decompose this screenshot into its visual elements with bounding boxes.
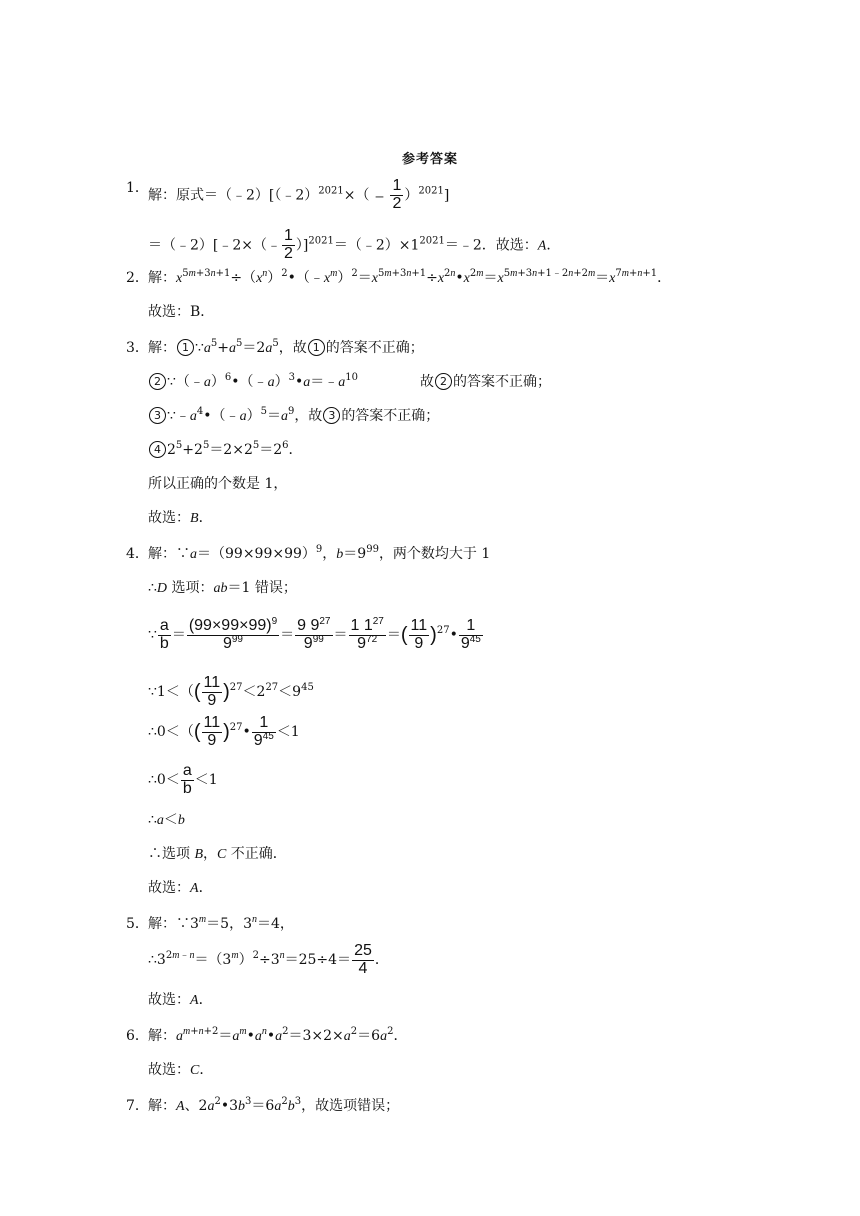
q2-line-1: 解：$x^{5m+3n+1}\div(x^n)^2•(﹣x^m)^2=x^{5m+3n+1}\div x^{2n}•x^{2m}=x^{5m+3n+1﹣2n+2m}=x^{7m+n+1}$． (148, 268, 672, 286)
q6-line-1: 解：$a^{m+n+2}=a^m•a^n•a^2=3\times 2\times a^2=6a^2$． (148, 1026, 408, 1044)
q5-line-2: $\therefore 3^{2m﹣n}=(3^m)^2\div 3^n=25\div 4=$ $\frac{25}{4}$ ． (148, 941, 389, 977)
q3-line-4: 4 $2^5+2^5=2\times 2^5=2^6$． (148, 440, 303, 460)
q5-line-1: 解：$\because 3^m=5$，$3^n=4$， (148, 914, 294, 932)
q4-line-1: 解：$\because a=(99\times 99\times 99)^9$，$b=9^{99}$，两个数均大于 1 (148, 544, 491, 562)
page-title: 参考答案 (401, 152, 458, 167)
q1-number: 1． (126, 180, 149, 196)
q4-line-8: ∴选项 B，C 不正确． (148, 846, 287, 862)
q7-line-1: 解：A、$2a^2•3b^3=6a^2b^3$，故选项错误； (148, 1096, 400, 1114)
q5-answer: 故选：A． (148, 992, 213, 1008)
q3-line-3: 3 $\because﹣a^4•(﹣a)^5=a^9$，故 3 的答案不正确； (148, 406, 439, 427)
q3-number: 3． (126, 340, 149, 356)
q3-line-5: 所以正确的个数是 1， (148, 476, 288, 492)
q1-line-1: 解：原式＝（﹣2）[（﹣2）$^{2021}$×（﹣ $\frac{1}{2}$ ）$^{2021}$] (148, 177, 450, 212)
q4-line-4: ∵1＜（( $\frac{11}{9}$ )$^{27}<2^{27}<9^{45}$ (148, 673, 314, 709)
circled-1: 1 (177, 339, 194, 356)
q4-line-3: ∵ $\frac{a}{b}$ ＝ $\frac{(99\times 99\times 99)^9}{9^{99}}$ ＝ $\frac{9 9^{27}}{9^{99}}$ ＝ $\frac{1 1^{27}}{9^{72}}$ ＝( $\frac{11}{9}$ )$^{27}$• $\frac{1}{9^{45}}$ (148, 615, 481, 652)
q3-line-1: 解： 1 $\because a^5+a^5=2a^5$，故 1 的答案不正确； (148, 338, 424, 356)
q5-number: 5． (126, 916, 149, 932)
q2-answer: 故选：B． (148, 304, 215, 320)
q4-line-6: ∴0＜ $\frac{a}{b}$ ＜1 (148, 761, 218, 797)
q3-line-2-end: 故 2 的答案不正确； (420, 374, 551, 390)
circled-4: 4 (149, 441, 166, 458)
q7-number: 7． (126, 1098, 149, 1114)
q4-line-5: ∴0＜（( $\frac{11}{9}$ )$^{27}$• $\frac{1}{9^{45}}$ ＜1 (148, 713, 300, 749)
circled-3: 3 (149, 407, 166, 424)
q1-line2-fraction: $\frac{1}{2}$ (284, 227, 293, 262)
q4-answer: 故选：A． (148, 880, 213, 896)
q1-fraction-half: $\frac{1}{2}$ (392, 177, 402, 212)
q3-line-2: 2 $\because(﹣a)^6•(﹣a)^3•a=﹣a^{10}$ (148, 372, 358, 393)
q2-number: 2． (126, 270, 149, 286)
q4-line-2: ∴D 选项：ab＝1 错误； (148, 580, 297, 596)
q3-answer: 故选：B． (148, 510, 213, 526)
circled-2: 2 (149, 373, 166, 390)
q4-line-7: ∴a＜b (148, 812, 185, 828)
q6-number: 6． (126, 1028, 149, 1044)
q1-line-2: ＝（﹣2）[﹣2×（﹣ $\frac{1}{2}$ ）]$^{2021}=(﹣2)\times 1^{2021}=﹣2$．故选：A． (148, 227, 561, 262)
q4-number: 4． (126, 546, 149, 562)
q6-answer: 故选：C． (148, 1062, 214, 1078)
